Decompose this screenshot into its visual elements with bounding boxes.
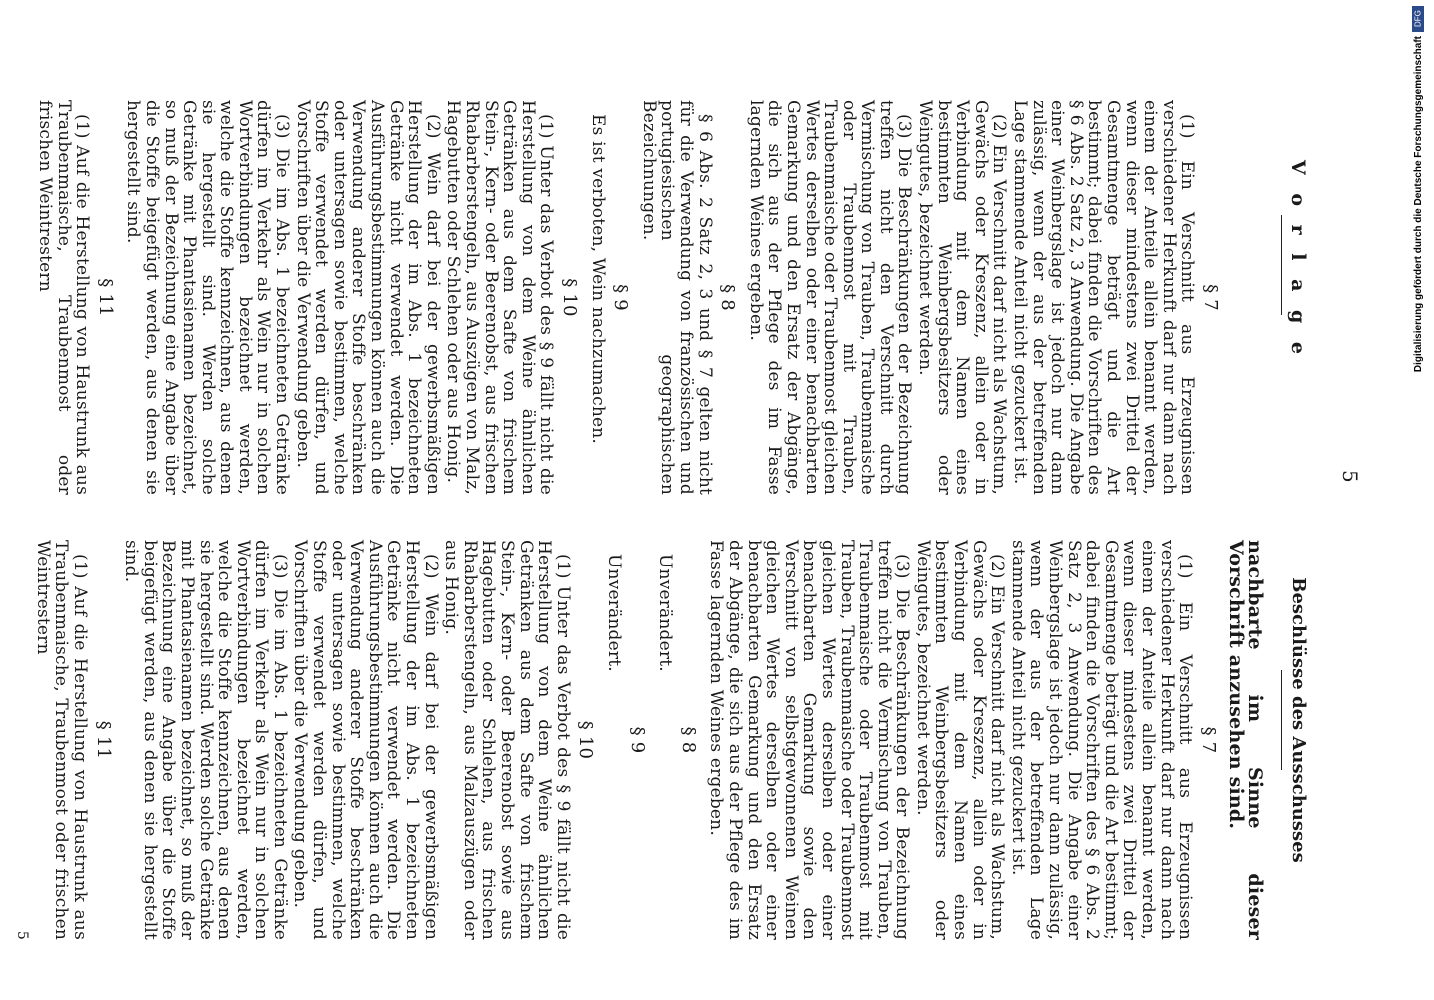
- section-paragraph: (3) Die im Abs. 1 bezeichneten Getränke dürfen im Verkehr als Wein nur in solchen Wortverbindungen bezeichnet werden, welche die Stoffe kennzeichnen, aus denen sie hergestellt sind. Werden solche Getränke mit Phantasienamen bezeichnet, so muß der Bezeichnung eine Angabe über die Stoffe beigefügt werden, aus denen sie hergestellt sind.: [123, 100, 293, 495]
- section-paragraph: (2) Wein darf bei der gewerbsmäßigen Herstellung der im Abs. 1 bezeichneten Getränke nicht verwendet werden. Die Ausführungsbestimmungen können auch die Verwendung anderer Stoffe beschränken oder untersagen sowie bestimmen, welche Stoffe verwendet werden dürfen, und Vorschriften über die Verwendung geben.: [290, 540, 441, 940]
- section-paragraph: (1) Auf die Herstellung von Haustrunk aus Traubenmaische, Traubenmost oder frischen Weintrestern: [32, 540, 90, 940]
- left-column-title: V o r l a g e: [1287, 159, 1309, 360]
- section-heading: § 9: [610, 284, 632, 311]
- section-paragraph: (1) Ein Verschnitt aus Erzeugnissen verschiedener Herkunft darf nur dann nach einem der Anteile allein benannt werden, wenn dieser mindestens zwei Drittel der Gesamtmenge beträgt und die Art bestimmt; dabei finden die Vorschriften des § 6 Abs. 2 Satz 2, 3 Anwendung. Die Angabe einer Weinbergslage ist jedoch nur dann zulässig, wenn der aus der betreffenden Lage stammende Anteil nicht gezuckert ist.: [1007, 540, 1196, 940]
- section-heading: § 7: [1200, 284, 1221, 311]
- footer-marker: 5: [14, 930, 31, 940]
- section-heading: § 10: [575, 720, 597, 760]
- section-paragraph: (3) Die Beschränkungen der Bezeichnung treffen nicht den Verschnitt durch Vermischung von Trauben, Traubenmaische oder Traubenmost mit Trauben, Traubenmaische oder Traubenmost gleichen Wertes derselben oder einer benachbarten Gemarkung und den Ersatz der Abgänge, die sich aus der Pflege des im Fasse lagernden Weines ergeben.: [745, 100, 915, 495]
- section-paragraph: (3) Die im Abs. 1 bezeichneten Getränke dürfen im Verkehr als Wein nur in solchen Wortverbindungen bezeichnet werden, welche die Stoffe kennzeichnen, aus denen sie hergestellt sind. Werden solche Getränke mit Phantasienamen bezeichnet, so muß der Bezeichnung eine Angabe über die Stoffe beigefügt werden, aus denen sie hergestellt sind.: [121, 540, 290, 940]
- right-title-rule: [1281, 670, 1282, 770]
- left-column: [33, 100, 1229, 495]
- digitization-sidebar: [1408, 0, 1430, 1000]
- right-column: [13, 540, 1264, 940]
- section-heading: § 7: [1197, 726, 1219, 754]
- section-paragraph: Unverändert.: [604, 554, 624, 672]
- section-paragraph: Es ist verboten, Wein nachzumachen.: [587, 114, 608, 445]
- digitization-credit: Digitalisierung gefördert durch die Deutsche Forschungsgemeinschaft: [1413, 36, 1424, 373]
- page-number: 5: [1338, 470, 1362, 483]
- section-paragraph: (3) Die Beschränkungen der Bezeichnung treffen nicht die Vermischung von Trauben, Traubenmaische oder Traubenmost mit Trauben, Traubenmaische oder Traubenmost gleichen Wertes derselben oder einer benachbarten Gemarkung sowie den Verschnitt von selbstgewonnenen Weinen gleichen Wertes derselben oder einer benachbarten Gemarkung und den Ersatz der Abgänge, die sich aus der Pflege des im Fasse lagernden Weines ergeben.: [706, 540, 913, 940]
- section-heading: § 9: [626, 726, 648, 754]
- section-paragraph: (1) Unter das Verbot des § 9 fällt nicht die Herstellung von dem Weine ähnlichen Getränken aus dem Safte von frischem Stein-, Kern- oder Beerenobst sowie aus Hagebutten oder Schlehen, aus frischen Rhabarberstengeln, aus Malzauszügen oder aus Honig.: [441, 540, 573, 940]
- section-heading: § 10: [559, 278, 580, 317]
- section-paragraph: (2) Wein darf bei der gewerbsmäßigen Herstellung der im Abs. 1 bezeichneten Getränke nicht verwendet werden. Die Ausführungsbestimmungen können auch die Verwendung anderer Stoffe beschränken oder untersagen sowie bestimmen, welche Stoffe verwendet werden dürfen, und Vorschriften über die Verwendung geben.: [292, 100, 443, 495]
- section-heading: § 11: [92, 720, 114, 760]
- section-paragraph: (2) Ein Verschnitt darf nicht als Wachstum, Gewächs oder Kreszenz, allein oder in Verbindung mit dem Namen eines bestimmten Weinbergsbesitzers oder Weingutes, bezeichnet werden.: [912, 540, 1008, 940]
- left-title-rule: [1281, 215, 1282, 315]
- section-heading: § 8: [677, 726, 699, 754]
- right-column-title: Beschlüsse des Ausschusses: [1288, 577, 1309, 863]
- section-paragraph: § 6 Abs. 2 Satz 2, 3 und § 7 gelten nicht für die Verwendung von französischen und portugiesischen geographischen Bezeichnungen.: [638, 100, 715, 495]
- section-heading: § 11: [94, 278, 116, 317]
- section-paragraph: (1) Ein Verschnitt aus Erzeugnissen verschiedener Herkunft darf nur dann nach einem der Anteile allein benannt werden, wenn dieser mindestens zwei Drittel der Gesamtmenge beträgt und die Art bestimmt; dabei finden die Vorschriften des § 6 Abs. 2 Satz 2, 3 Anwendung. Die Angabe einer Weinbergslage ist jedoch nur dann zulässig, wenn der aus der betreffenden Lage stammende Anteil nicht gezuckert ist.: [1010, 100, 1198, 495]
- section-paragraph: (1) Auf die Herstellung von Haustrunk aus Traubenmaische, Traubenmost oder frischen Weintrestern: [34, 100, 93, 495]
- right-intro-text: nachbarte im Sinne dieser Vorschrift anzusehen sind.: [1225, 540, 1266, 940]
- section-paragraph: (1) Unter das Verbot des § 9 fällt nicht die Herstellung von dem Weine ähnlichen Getränken aus dem Safte von frischem Stein-, Kern- oder Beerenobst, aus frischen Rhabarberstengeln, aus Auszügen von Malz, Hagebutten oder Schlehen oder aus Honig.: [443, 100, 557, 495]
- section-paragraph: Unverändert.: [655, 554, 676, 672]
- section-paragraph: (2) Ein Verschnitt darf nicht als Wachstum, Gewächs oder Kreszenz, allein oder in Verbindung mit dem Namen eines bestimmten Weinbergsbesitzers oder Weingutes, bezeichnet werden.: [915, 100, 1010, 495]
- dfg-logo-icon: DFG: [1412, 6, 1424, 32]
- section-heading: § 8: [717, 284, 739, 311]
